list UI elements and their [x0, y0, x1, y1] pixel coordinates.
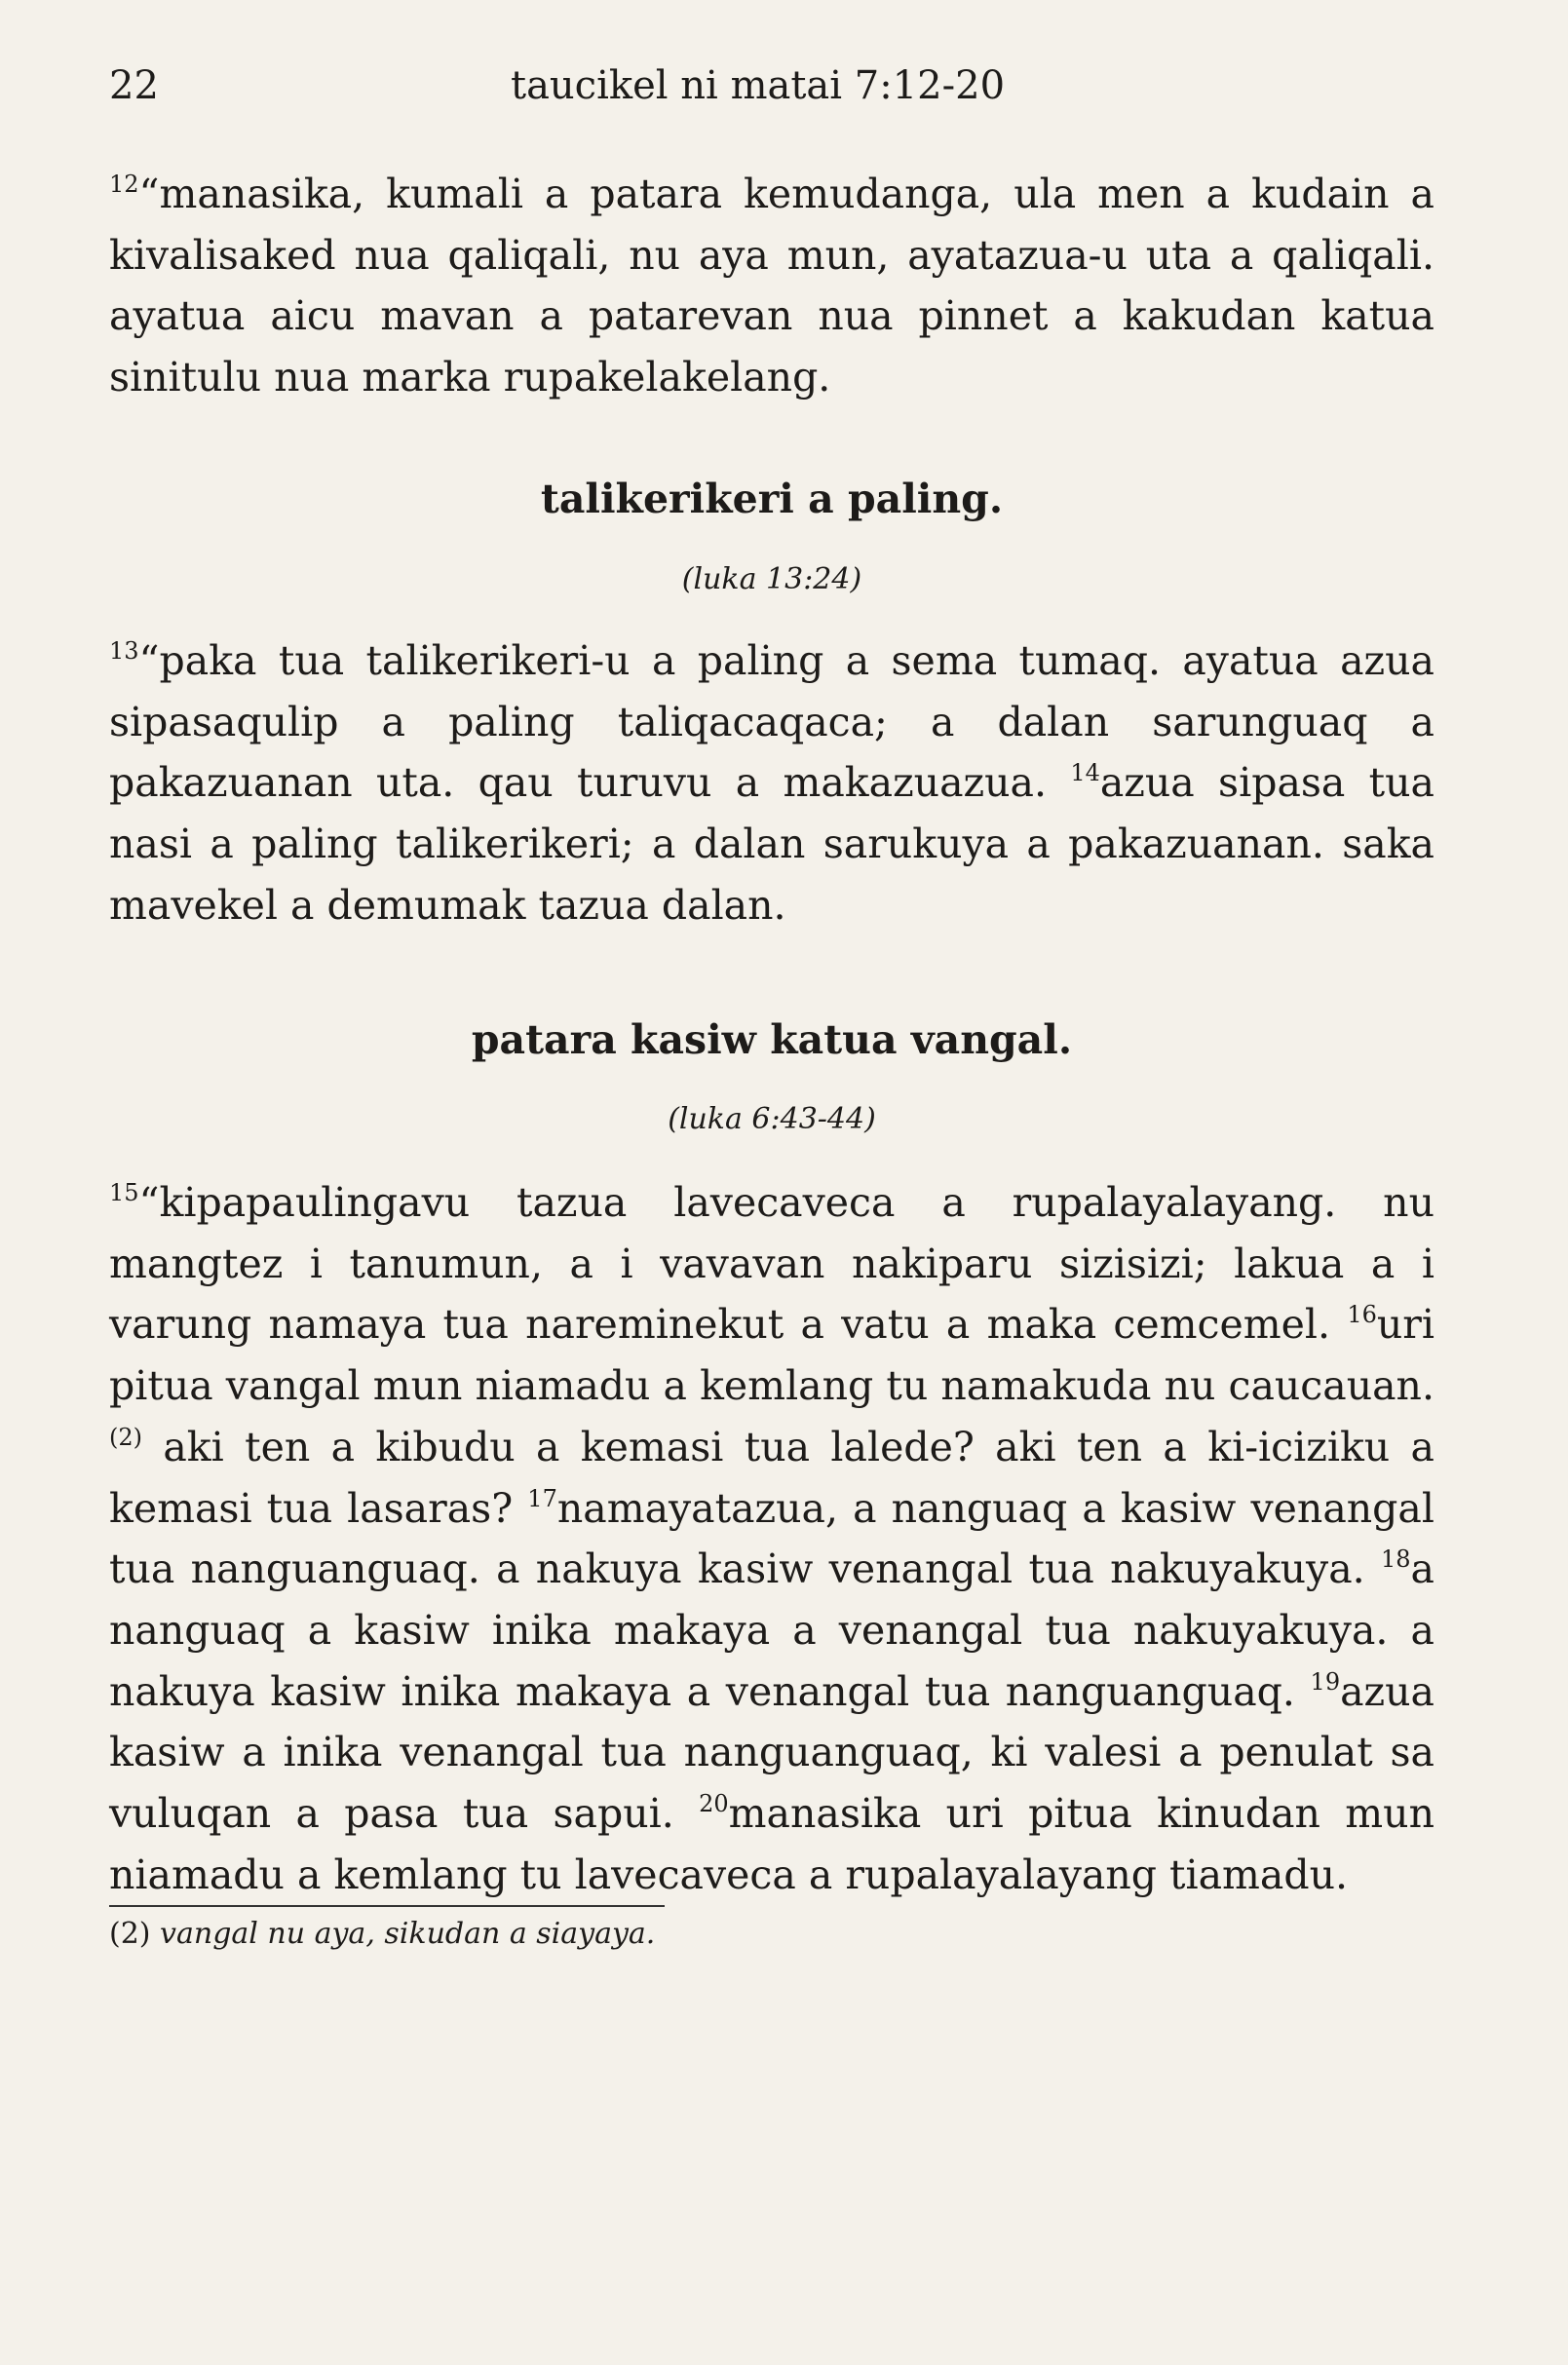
verse-number: 19 [1310, 1667, 1341, 1696]
paragraph-verses-15-20 [109, 1172, 1434, 1905]
verse-number: 13 [109, 637, 139, 665]
paragraph-verses-13-14 [109, 630, 1434, 936]
footnote-marker[interactable]: (2) [109, 1423, 142, 1451]
cross-reference: (luka 6:43-44) [668, 1102, 876, 1136]
page-header [109, 54, 1434, 132]
verse-text: “manasika, kumali a patara kemudanga, ula men a kudain a kivalisaked nua qaliqali, nu aya mun, ayatazua-u uta a qaliqali. ayatua aicu mavan a patarevan nua pinnet a kakudan katua sinitulu nua marka rupakelakelang. [109, 171, 1434, 401]
section-heading: patara kasiw katua vangal. [471, 1016, 1073, 1063]
verse-text: uri pitua vangal mun niamadu a kemlang tu namakuda nu caucauan. [109, 1301, 1434, 1410]
cross-reference: (luka 13:24) [681, 562, 862, 596]
verse-text: “paka tua talikerikeri-u a paling a sema tumaq. ayatua azua sipasaqulip a paling taliqacaqaca; a dalan sarunguaq a pakazuanan uta. qau turuvu a makazuazua. [109, 637, 1434, 807]
page-number: 22 [109, 63, 159, 108]
verse-number: 15 [109, 1179, 139, 1206]
paragraph-verse-12 [109, 164, 1434, 408]
verse-number: 17 [527, 1484, 557, 1512]
page [109, 54, 1434, 1951]
verse-number: 12 [109, 171, 139, 198]
verse-text: namayatazua, a nanguaq a kasiw venangal tua nanguanguaq. a nakuya kasiw venangal tua nakuyakuya. [109, 1484, 1434, 1593]
verse-number: 14 [1070, 759, 1100, 787]
footnote [109, 1917, 655, 1951]
section-heading: talikerikeri a paling. [540, 476, 1004, 522]
verse-number: 18 [1381, 1545, 1411, 1574]
verse-text: a nanguaq a kasiw inika makaya a venangal tua nakuyakuya. a nakuya kasiw inika makaya a venangal tua nanguanguaq. [109, 1545, 1434, 1715]
verse-number: 20 [699, 1790, 729, 1818]
verse-text: azua sipasa tua nasi a paling talikerikeri; a dalan sarukuya a pakazuanan. saka mavekel a demumak tazua dalan. [109, 759, 1434, 929]
footnote-text: vangal nu aya, sikudan a siayaya. [160, 1917, 656, 1951]
verse-text: aki ten a kibudu a kemasi tua lalede? aki ten a ki-iciziku a kemasi tua lasaras? [109, 1423, 1434, 1532]
verse-text: manasika uri pitua kinudan mun niamadu a kemlang tu lavecaveca a rupalayalayang tiamadu. [109, 1790, 1434, 1898]
verse-number: 16 [1347, 1301, 1377, 1329]
footnote-mark: (2) [109, 1917, 151, 1951]
running-title: taucikel ni matai 7:12-20 [511, 63, 1006, 108]
verse-text: “kipapaulingavu tazua lavecaveca a rupalayalayang. nu mangtez i tanumun, a i vavavan nakiparu sizisizi; lakua a i varung namaya tua nareminekut a vatu a maka cemcemel. [109, 1179, 1434, 1349]
footnote-divider [109, 1905, 665, 1907]
verse-text: azua kasiw a inika venangal tua nanguanguaq, ki valesi a penulat sa vuluqan a pasa tua sapui. [109, 1667, 1434, 1838]
